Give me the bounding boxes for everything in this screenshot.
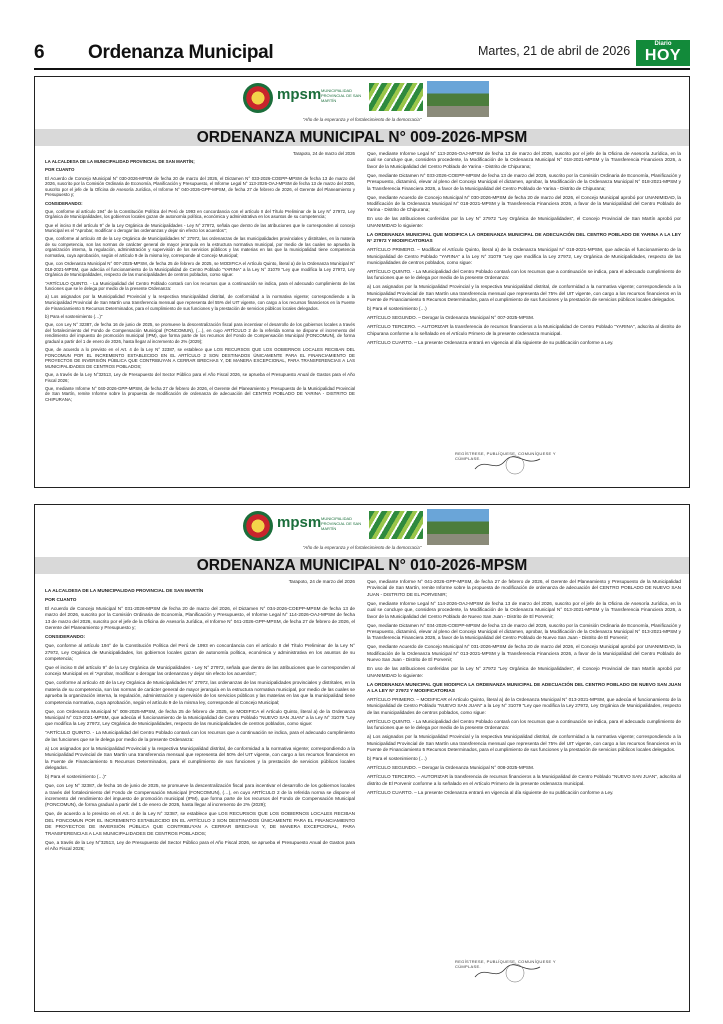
paragraph: Que, mediante Acuerdo de Concejo Municipal N° 030-2026-MPSM de fecha 20 de marzo del 2026, el Concejo Municipal aprobó por UNANIMIDAD, la Modificación de la Ordenanza Municipal N° 018-2021-MPSM y la Transferencia Financiera 2026, a favor de la Municipalidad del Centro Poblado de Yarina - Distrito de Chipurana; (367, 194, 681, 213)
paragraph: b) Para el sostenimiento (…)" (45, 313, 103, 319)
paragraph: "ARTÍCULO QUINTO. - La Municipalidad del Centro Poblado contará con los recursos que a continuación se indica, para el adecuado cumplimiento de las funciones que se le delega por medio de la presente Ordenanza: (45, 280, 355, 292)
slogan: "Año de la esperanza y el fortalecimiento de la democracia" (302, 545, 422, 550)
paragraph: a) Los asignados por la Municipalidad Provincial y la respectiva Municipalidad distrital, de conformidad a la normativa vigente; correspondiendo a la Municipalidad Provincial de San Martín una transferencia mensual que representa del 50% del UIT vigente, con cargo a los recursos financieros en la Fuente de Financiamiento 5 Recursos Determinados, para el cumplimiento de sus funciones y la prestación de servicios públicos locales delegados. (45, 745, 355, 771)
ordinance-left-column (45, 579, 355, 1005)
paragraph: Que, mediante Informe N° 040-2026-GPP-MPSM, de fecha 27 de febrero de 2026, el Gerente del Planeamiento y Presupuesto de la Municipalidad Provincial de San Martín, remite Informe sobre la propuesta de modificación de ordenanza de adecuación del CENTRO POBLADO DE YARINA - DISTRITO DE CHIPURANA; (45, 385, 355, 402)
paragraph: LA ALCALDESA DE LA MUNICIPALIDAD PROVINCIAL DE SAN MARTÍN (45, 588, 204, 593)
logo-big-text: HOY (644, 47, 682, 64)
paragraph: Que, de acuerdo a lo previsto en el Art. 4 de la Ley N° 32387, se establece que LOS RECURSOS QUE LOS GOBIERNOS LOCALES RECIBAN DEL FONCOMUN POR EL INCREMENTO ESTABLECIDO EN EL ARTÍCULO 2 SON DESTINADOS ÚNICAMENTE PARA EL FINANCIAMIENTO DE PROYECTOS DE INVERSIÓN PÚBLICA QUE CONTRIBUYAN A CERRAR BRECHAS Y, DE MANERA EXCEPCIONAL, PARA TRANSFERENCIAS A LAS MUNICIPALIDADES DE CENTROS POBLADOS; (45, 811, 355, 836)
paragraph: Que, mediante Dictamen N° 033-2026-COEPP-MPSM de fecha 13 de marzo del 2026, suscrito por la Comisión Ordinaria de Economía, Planificación y Presupuesto, dictaminó, elevar al pleno del Concejo Municipal el dictamen, aprobar, la Modificación de la Ordenanza Municipal N° 018-2021-MPSM y la Transferencia Financiera 2026, a favor de la Municipalidad del Centro Poblado de Yarina - Distrito de Chipurana; (367, 172, 681, 191)
place-date: Tarapoto, 24 de marzo del 2026 (293, 151, 355, 156)
mpsm-wordmark: mpsm (277, 514, 322, 531)
paragraph: b) Para el sostenimiento (…) (367, 756, 427, 762)
paragraph: POR CUANTO (45, 167, 75, 173)
paragraph: ARTÍCULO PRIMERO. – MODIFICAR el Artículo Quinto, literal a) de la Ordenanza Municipal N° 013-2021-MPSM, que adecúa el funcionamiento de la Municipalidad de Centro Poblado "NUEVO SAN JUAN" a la Ley N° 31079 "Ley que modifica la Ley 27972, Ley Orgánica de Municipalidades, respecto de las municipalidades de centros poblados, como sigue: (367, 697, 681, 715)
ordinance-010 (34, 504, 690, 1012)
paragraph: Que, con Ley N° 32387, de fecha 16 de junio de 2025, se promueve la descentralización fiscal para incentivar el desarrollo de los gobiernos locales a través del fortalecimiento del Fondo de Compensación Municipal (FONCOMUN), (…), en cuyo ARTÍCULO 2 de la referida norma se dispone el incremento del rendimiento del impuesto de promoción municipal (IPM), que forma parte de los recursos del Fondo de Compensación Municipal (FONCOMUN), de forma gradual a partir del 1 de enero de 2026, hasta llegar al incremento de 2% (2029); (45, 783, 355, 808)
banner-photo (427, 81, 489, 117)
page-header (0, 0, 723, 70)
paragraph: LA ORDENANZA MUNICIPAL QUE MODIFICA LA ORDENANZA MUNICIPAL DE ADECUACIÓN DEL CENTRO POBLADO DE YARINA A LA LEY N° 27972 Y MODIFICATORIAS (367, 231, 681, 244)
mpsm-banner (35, 505, 689, 553)
paragraph: En uso de las atribuciones conferidas por la Ley N° 27972 "Ley Orgánica de Municipalidades", el Concejo Provincial de San Martín aprobó por UNANIMIDAD lo siguiente: (367, 216, 681, 228)
signature-stamp (455, 447, 565, 477)
place-date: Tarapoto, 24 de marzo del 2026 (288, 579, 355, 584)
mpsm-seal-icon (243, 511, 273, 541)
paragraph: Que, conforme al artículo 40 de la Ley Orgánica de Municipalidades N° 27972, las ordenanzas de las municipalidades provinciales y distritales, en la materia de su competencia, son las normas de carácter general de mayor jerarquía en la estructura normativa municipal, por medio de las cuales se aprueba la organización interna, la regulación, administración y supervisión de los servicios públicos y las materias en las que la municipalidad tiene competencia normativa, cuya aprobación, según el artículo 9 de la misma ley, corresponde al Concejo Municipal; (45, 680, 355, 705)
logo-small-text: Diario (654, 41, 672, 47)
paragraph: b) Para el sostenimiento (…)" (45, 774, 107, 780)
paragraph: ARTÍCULO QUINTO. - La Municipalidad del Centro Poblado contará con los recursos que a continuación se indica, para el adecuado cumplimiento de las funciones que se le delega por medio de la presente Ordenanza: (367, 269, 681, 281)
paragraph: ARTÍCULO PRIMERO. – Modificar el Artículo Quinto, literal a) de la Ordenanza Municipal N° 018-2021-MPSM, que adecúa el funcionamiento de la Municipalidad de Centro Poblado "YARINA" a la Ley N° 31079 "Ley que modifica la Ley 27972, Ley Orgánica de Municipalidades, respecto de las municipalidades de centros poblados, como sigue: (367, 247, 681, 266)
mpsm-banner (35, 77, 689, 125)
banner-stripes (369, 511, 423, 539)
section-title: Ordenanza Municipal (88, 42, 274, 63)
paragraph: Que el inciso 8 del artículo 9° de la Ley Orgánica de Municipalidades - Ley N° 27972, señala que dentro de las atribuciones que le corresponden al concejo Municipal es el "Aprobar, modificar o derogar las ordenanzas y dejar sin efecto los acuerdos"; (45, 222, 355, 234)
banner-stripes (369, 83, 423, 111)
paragraph: "ARTÍCULO QUINTO. - La Municipalidad del Centro Poblado contará con los recursos que a continuación se indica, para el adecuado cumplimiento de las funciones que se le delega por medio de la presente Ordenanza: (45, 730, 355, 742)
mpsm-subtitle: MUNICIPALIDAD PROVINCIAL DE SAN MARTÍN (321, 516, 362, 531)
paragraph: CONSIDERANDO: (45, 634, 86, 640)
ordinance-title: ORDENANZA MUNICIPAL N° 009-2026-MPSM (35, 129, 689, 146)
paragraph: ARTÍCULO CUARTO. – La presente Ordenanza entrará en vigencia al día siguiente de su publicación conforme a Ley. (367, 789, 614, 795)
paragraph: LA ALCALDESA DE LA MUNICIPALIDAD PROVINCIAL DE SAN MARTÍN; (45, 159, 195, 165)
mpsm-seal-icon (243, 83, 273, 113)
paragraph: Que, conforme al artículo 194° de la Constitución Política del Perú de 1993 en concordancia con el artículo II del Título Preliminar de la Ley N° 27972, Ley Orgánica de Municipalidades, los gobiernos locales gozan de autonomía política, económica y administrativa en los asuntos de su competencia; (45, 208, 355, 220)
paragraph: Que, de acuerdo a lo previsto en el Art. 4 de la Ley N° 32387, se establece que LOS RECURSOS QUE LOS GOBIERNOS LOCALES RECIBAN DEL FONCOMUN POR EL INCREMENTO ESTABLECIDO EN EL ARTÍCULO 2 SON DESTINADOS ÚNICAMENTE PARA EL FINANCIAMIENTO DE PROYECTOS DE INVERSIÓN PÚBLICA QUE CONTRIBUYAN A CERRAR BRECHAS Y, DE MANERA EXCEPCIONAL, PARA TRANSFERENCIAS A LAS MUNICIPALIDADES DE CENTROS POBLADOS; (45, 346, 355, 369)
ordinance-title: ORDENANZA MUNICIPAL N° 010-2026-MPSM (35, 557, 689, 574)
paragraph: Que, con Ordenanza Municipal N° 007-2025-MPSM, de fecha 25 de febrero de 2025, se MODIFICA el Artículo Quinto, literal a) de la Ordenanza Municipal N° 018-2021-MPSM, que adecúa el funcionamiento de la Municipalidad de Centro Poblado "YARINA" a la Ley N° 31079 "Ley que modifica la Ley 27972, Ley Orgánica de Municipalidades, respecto de las municipalidades de centros poblados, como sigue: (45, 261, 355, 278)
paragraph: Que, mediante Informe N° 041-2026-GPP-MPSM, de fecha 27 de febrero de 2026, el Gerente del Planeamiento y Presupuesto de la Municipalidad Provincial de San Martín, remite Informe sobre la propuesta de modificación de ordenanza de adecuación del CENTRO POBLADO DE NUEVO SAN JUAN - DISTRITO DE EL PORVENIR; (367, 579, 681, 597)
ordinance-left-column (45, 151, 355, 481)
paragraph: a) Los asignados por la Municipalidad Provincial y la respectiva Municipalidad distrital, de conformidad a la normativa vigente; correspondiendo a la Municipalidad Provincial de San Martín una transferencia mensual que representa del 75% del UIT vigente, con cargo a los recursos financieros en la Fuente de Financiamiento 5 Recursos Determinados, para el cumplimiento de sus funciones y la prestación de servicios públicos locales delegados. (367, 284, 681, 303)
paragraph: ARTÍCULO SEGUNDO. – Derogar la Ordenanza Municipal N° 007-2025-MPSM. (367, 315, 535, 321)
paragraph: El Acuerdo de Concejo Municipal N° 031-2026-MPSM de fecha 20 de marzo del 2026, el Dictamen N° 034-2026-COEPP-MPSM de fecha 13 de marzo del 2026, suscrito por la Comisión Ordinaria de Economía, Planificación y Presupuesto, el Informe Legal N° 114-2026-OAJ-MPSM de fecha 13 de marzo del 2026, suscrito por el jefe de la Oficina de Asesoría Jurídica, el Informe N° 041-2026-GPP-MPSM, de fecha 27 de febrero de 2026, el Gerente del Planeamiento y Presupuesto y; (45, 606, 355, 631)
paragraph: Que, a través de la Ley N°32513, Ley de Presupuesto del Sector Público para el Año Fiscal 2026, se aprueba el Presupuesto Anual de Gastos para el Año Fiscal 2026; (45, 839, 355, 851)
paragraph: Que, mediante Acuerdo de Concejo Municipal N° 031-2026-MPSM de fecha 20 de marzo del 2026, el Concejo Municipal aprobó por UNANIMIDAD, la Modificación de la Ordenanza Municipal N° 013-2021-MPSM y la Transferencia Financiera 2026, a favor de la Municipalidad del Centro Poblado de Nuevo San Juan - Distrito de El Porvenir; (367, 644, 681, 663)
paragraph: Que, mediante Informe Legal N° 114-2026-OAJ-MPSM de fecha 13 de marzo del 2026, suscrito por el jefe de la Oficina de Asesoría Jurídica, en la cual se concluye que, considera procedente, la Modificación de la Ordenanza Municipal N° 013-2021-MPSM y la Transferencia Financiera 2026, a favor de la Municipalidad del Centro Poblado de Nuevo San Juan - Distrito de El Porvenir; (367, 600, 681, 619)
mpsm-wordmark: mpsm (277, 86, 322, 103)
paragraph: ARTÍCULO QUINTO. - La Municipalidad del Centro Poblado contará con los recursos que a continuación se indica, para el adecuado cumplimiento de las funciones que se le delega por medio de la presente Ordenanza: (367, 718, 681, 731)
paragraph: Que el inciso 8 del artículo 9° de la Ley Orgánica de Municipalidades - Ley N° 27972, señala que dentro de las atribuciones que le corresponden al concejo Municipal es el "Aprobar, modificar o derogar las ordenanzas y dejar sin efecto los acuerdos"; (45, 665, 355, 677)
paragraph: POR CUANTO (45, 597, 77, 602)
paragraph: Que, con Ley N° 32387, de fecha 16 de junio de 2025, se promueve la descentralización fiscal para incentivar el desarrollo de los gobiernos locales a través del fortalecimiento del Fondo de Compensación Municipal (FONCOMUN), (…), en cuyo ARTÍCULO 2 de la referida norma se dispone el incremento del rendimiento del impuesto de promoción municipal (IPM), que forma parte de los recursos del Fondo de Compensación Municipal (FONCOMUN), de forma gradual a partir del 1 de enero de 2026, hasta llegar al incremento de 2% (2029); (45, 321, 355, 344)
ordinance-009 (34, 76, 690, 488)
paragraph: Que, mediante Informe Legal N° 113-2026-OAJ-MPSM de fecha 13 de marzo del 2026, suscrito por el jefe de la Oficina de Asesoría Jurídica, en la cual se concluye que, considera procedente, la Modificación de la Ordenanza Municipal N° 018-2021-MPSM y la Transferencia Financiera 2026, a favor de la Municipalidad del Centro Poblado de Yarina - Distrito de Chipurana; (367, 151, 681, 169)
paragraph: Que, conforme al artículo 40 de la Ley Orgánica de Municipalidades N° 27972, las ordenanzas de las municipalidades provinciales y distritales, en la materia de su competencia, son las normas de carácter general de mayor jerarquía en la estructura normativa municipal, por medio de las cuales se aprueba la organización interna, la regulación, administración y supervisión de los servicios públicos y las materias en las que la municipalidad tiene competencia normativa, cuya aprobación, según el artículo 9 de la misma ley, corresponde al Concejo Municipal; (45, 236, 355, 259)
paragraph: Que, con Ordenanza Municipal N° 008-2025-MPSM, de fecha 25 de febrero de 2025, se MODIFICA el Artículo Quinto, literal a) de la Ordenanza Municipal N° 013-2021-MPSM, que adecúa el funcionamiento de la Municipalidad de Centro Poblado "NUEVO SAN JUAN" a la Ley N° 31079 "Ley que modifica la Ley 27972, Ley Orgánica de Municipalidades, respecto de las municipalidades de centros poblados, como sigue: (45, 708, 355, 727)
paragraph: Que, a través de la Ley N°32513, Ley de Presupuesto del Sector Público para el Año Fiscal 2026, se aprueba el Presupuesto Anual de Gastos para el Año Fiscal 2026; (45, 371, 355, 383)
paragraph: Que, conforme al artículo 194° de la Constitución Política del Perú de 1993 en concordancia con el artículo II del Título Preliminar de la Ley N° 27972, Ley Orgánica de Municipalidades, los gobiernos locales gozan de autonomía política, económica y administrativa en los asuntos de su competencia; (45, 643, 355, 662)
paragraph: b) Para el sostenimiento (…) (367, 306, 427, 312)
ordinance-right-column (367, 579, 681, 1005)
paragraph: ARTÍCULO TERCERO. – AUTORIZAR la transferencia de recursos financieros a la Municipalidad de Centro Poblado "YARINA", adscrita al distrito de Chipurana conforme a lo señalado en el Artículo Primero de la presente ordenanza municipal. (367, 324, 681, 336)
ordinance-right-column (367, 151, 681, 481)
paragraph: ARTÍCULO SEGUNDO. – Derogar la Ordenanza Municipal N° 008-2025-MPSM. (367, 765, 535, 771)
paragraph: En uso de las atribuciones conferidas por la Ley N° 27972 "Ley Orgánica de Municipalidades", el Concejo Provincial de San Martín aprobó por UNANIMIDAD lo siguiente: (367, 666, 681, 678)
paragraph: a) Los asignados por la Municipalidad Provincial y la respectiva Municipalidad distrital, de conformidad a la normativa vigente; correspondiendo a la Municipalidad Provincial de San Martín una transferencia mensual que representa del 55% del UIT vigente, con cargo a los recursos financieros en la Fuente de Financiamiento 5 Recursos Determinados, para el cumplimiento de sus funciones y la prestación de servicios públicos locales delegados. (45, 294, 355, 311)
header-rule (34, 68, 690, 70)
publication-date: Martes, 21 de abril de 2026 (478, 44, 631, 58)
paragraph: LA ORDENANZA MUNICIPAL QUE MODIFICA LA ORDENANZA MUNICIPAL DE ADECUACIÓN DEL CENTRO POBLADO DE NUEVO SAN JUAN A LA LEY N° 27972 Y MODIFICATORIAS (367, 681, 681, 694)
slogan: "Año de la esperanza y el fortalecimiento de la democracia" (302, 117, 422, 122)
banner-photo (427, 509, 489, 545)
paragraph: Que, mediante Dictamen N° 034-2026-COEPP-MPSM de fecha 13 de marzo del 2026, suscrito por la Comisión Ordinaria de Economía, Planificación y Presupuesto, dictaminó, elevar al pleno del Concejo Municipal el dictamen, aprobar, la Modificación de la Ordenanza Municipal N° 013-2021-MPSM y la Transferencia Financiera 2026, a favor de la Municipalidad del Centro Poblado de Nuevo San Juan - Distrito de El Porvenir; (367, 622, 681, 641)
paragraph: ARTÍCULO TERCERO. – AUTORIZAR la transferencia de recursos financieros a la Municipalidad de Centro Poblado "NUEVO SAN JUAN", adscrita al distrito de El Porvenir conforme a lo señalado en el Artículo Primero de la presente ordenanza municipal. (367, 774, 681, 786)
page-number: 6 (34, 42, 45, 63)
register-line: REGÍSTRESE, PUBLÍQUESE, COMUNÍQUESE Y CÚMPLASE. (455, 451, 556, 461)
newspaper-logo (636, 40, 690, 66)
paragraph: ARTÍCULO CUARTO. – La presente Ordenanza entrará en vigencia al día siguiente de su publicación conforme a Ley. (367, 339, 614, 345)
mpsm-subtitle: MUNICIPALIDAD PROVINCIAL DE SAN MARTÍN (321, 88, 362, 103)
paragraph: El Acuerdo de Concejo Municipal N° 030-2026-MPSM de fecha 20 de marzo del 2026, el Dictamen N° 033-2026-COEPP-MPSM de fecha 13 de marzo del 2026, suscrito por la Comisión Ordinaria de Economía, Planificación y Presupuesto, el Informe Legal N° 113-2026-OAJ-MPSM de fecha 13 de marzo del 2026, suscrito por el jefe de la Oficina de Asesoría Jurídica, el Informe N° 040-2026-GPP-MPSM, de fecha 27 de febrero de 2026, el Gerente del Planeamiento y Presupuesto y; (45, 175, 355, 198)
signature-stamp (455, 955, 565, 985)
paragraph: CONSIDERANDO: (45, 200, 83, 206)
register-line: REGÍSTRESE, PUBLÍQUESE, COMUNÍQUESE Y CÚMPLASE. (455, 959, 556, 969)
paragraph: a) Los asignados por la Municipalidad Provincial y la respectiva Municipalidad distrital, de conformidad a la normativa vigente; correspondiendo a la Municipalidad Provincial de San Martín una transferencia mensual que representa del 75% del UIT vigente, con cargo a los recursos financieros en la Fuente de Financiamiento 5 Recursos Determinados, para el cumplimiento de sus funciones y la prestación de servicios públicos locales delegados. (367, 734, 681, 753)
